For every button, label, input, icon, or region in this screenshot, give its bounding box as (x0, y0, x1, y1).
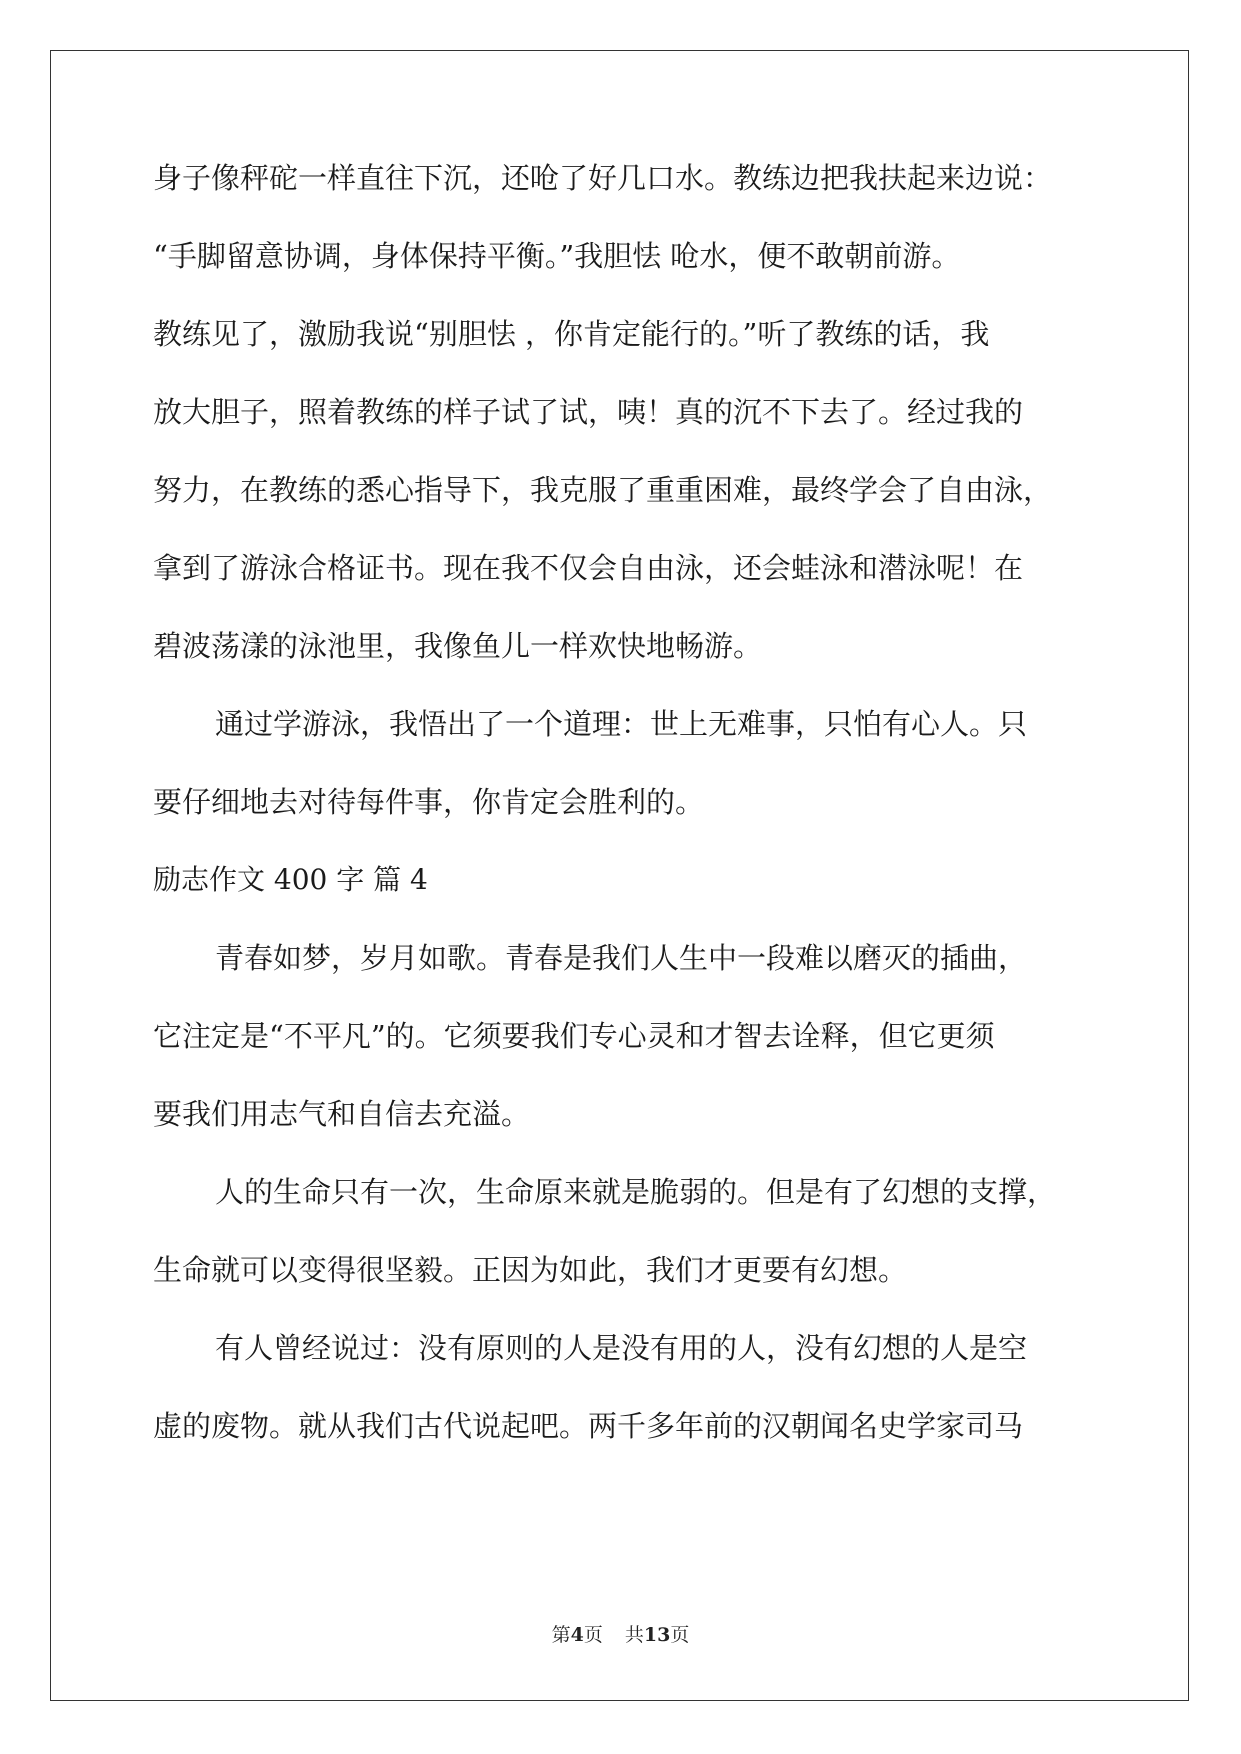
total-suffix: 页 (670, 1624, 690, 1646)
page-prefix: 第 (551, 1624, 571, 1646)
text-line-2: “手脚留意协调，身体保持平衡。”我胆怯 呛水，便不敢朝前游。 (153, 239, 961, 273)
text-line-14: 人的生命只有一次，生命原来就是脆弱的。但是有了幻想的支撑， (215, 1175, 1057, 1209)
total-pages: 13 (643, 1624, 671, 1646)
text-line-5: 努力，在教练的悉心指导下，我克服了重重困难，最终学会了自由泳， (153, 473, 1053, 507)
text-line-1: 身子像秤砣一样直往下沉，还呛了好几口水。教练边把我扶起来边说： (153, 161, 1053, 195)
text-line-6: 拿到了游泳合格证书。现在我不仅会自由泳，还会蛙泳和潜泳呢！在 (153, 551, 1024, 585)
text-line-17: 虚的废物。就从我们古代说起吧。两千多年前的汉朝闻名史学家司马 (153, 1409, 1024, 1443)
text-line-7: 碧波荡漾的泳池里，我像鱼儿一样欢快地畅游。 (153, 629, 763, 663)
text-line-12: 它注定是“不平凡”的。它须要我们专心灵和才智去诠释，但它更须 (153, 1019, 995, 1053)
document-body (153, 160, 1093, 1486)
total-prefix: 共 (624, 1624, 644, 1646)
text-line-8: 通过学游泳，我悟出了一个道理：世上无难事，只怕有心人。只 (215, 707, 1028, 741)
page-suffix: 页 (583, 1624, 603, 1646)
text-line-16: 有人曾经说过：没有原则的人是没有用的人，没有幻想的人是空 (215, 1331, 1028, 1365)
text-line-3: 教练见了，激励我说“别胆怯 ，你肯定能行的。”听了教练的话，我 (153, 317, 990, 351)
page-number: 4 (570, 1624, 584, 1646)
text-line-9: 要仔细地去对待每件事，你肯定会胜利的。 (153, 785, 705, 819)
page-footer (0, 1623, 1241, 1647)
text-line-15: 生命就可以变得很坚毅。正因为如此，我们才更要有幻想。 (153, 1253, 908, 1287)
text-line-11: 青春如梦，岁月如歌。青春是我们人生中一段难以磨灭的插曲， (215, 941, 1028, 975)
text-line-4: 放大胆子，照着教练的样子试了试，咦！真的沉不下去了。经过我的 (153, 395, 1024, 429)
section-heading: 励志作文 400 字 篇 4 (153, 863, 428, 896)
text-line-13: 要我们用志气和自信去充溢。 (153, 1097, 531, 1131)
